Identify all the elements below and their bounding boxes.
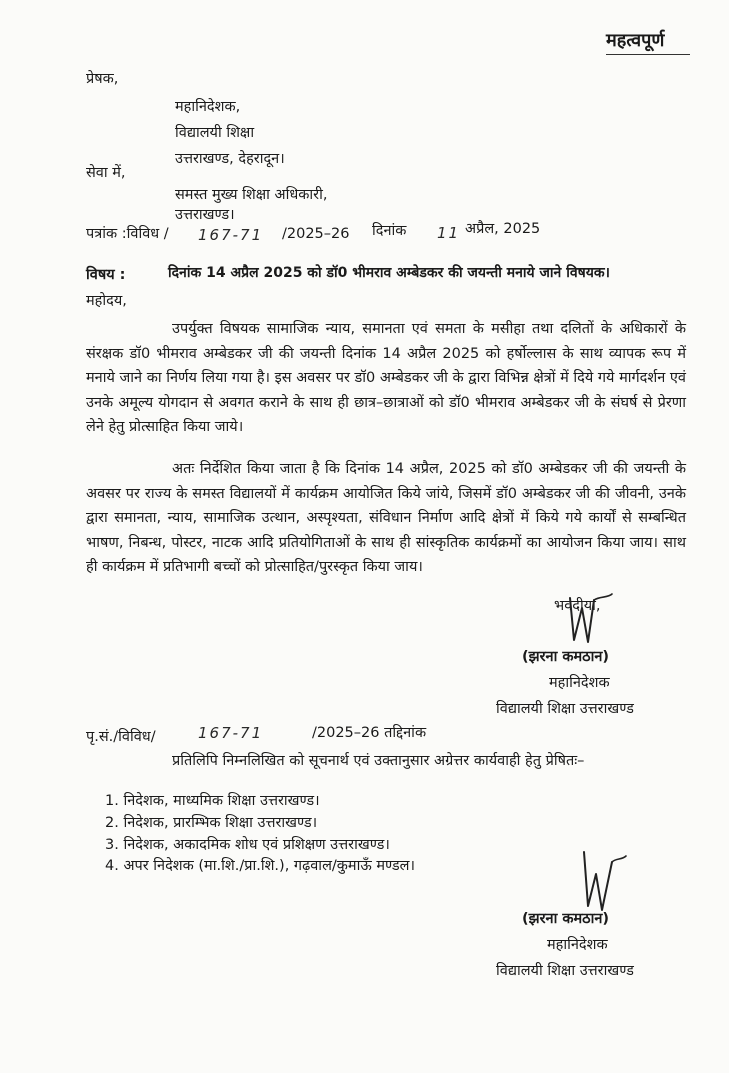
signatory-1-name: (झरना कमठान) — [522, 649, 610, 665]
signatory-1-designation: महानिदेशक — [549, 675, 610, 691]
sender-label: प्रेषक, — [86, 71, 119, 87]
closing: भवदीया, — [554, 598, 601, 614]
reference-year: /2025–26 — [282, 226, 350, 242]
signatory-1-office: विद्यालयी शिक्षा उत्तराखण्ड — [496, 701, 634, 717]
copy-reference-prefix: पृ.सं./विविध/ — [86, 729, 156, 745]
reference-month-year: अप्रैल, 2025 — [465, 221, 541, 237]
sender-line2: विद्यालयी शिक्षा — [175, 125, 255, 141]
paragraph-2: अतः निर्देशित किया जाता है कि दिनांक 14 अप्रैल, 2025 को डॉ0 अम्बेडकर जी की जयन्ती के अवसर पर राज्य के समस्त विद्यालयों में कार्यक्रम आयोजित किये जांये, जिसमें डॉ0 अम्बेडकर जी की जीवनी, उनके द्वारा समानता, न्याय, सामाजिक उत्थान, अस्पृश्यता, संविधान निर्माण आदि क्षेत्रों में किये गये कार्यों से सम्बन्धित भाषण, निबन्ध, पोस्टर, नाटक आदि प्रतियोगिताओं के साथ ही सांस्कृतिक कार्यक्रमों का आयोजन किया जाय। साथ ही कार्यक्रम में प्रतिभागी बच्चों को प्रोत्साहित/पुरस्कृत किया जाय। — [86, 461, 686, 575]
copy-list-item: 3. निदेशक, अकादमिक शोध एवं प्रशिक्षण उत्तराखण्ड। — [105, 837, 390, 853]
reference-day: 11 — [437, 224, 461, 242]
sender-line3: उत्तराखण्ड, देहरादून। — [175, 151, 285, 167]
subject-text: दिनांक 14 अप्रैल 2025 को डॉ0 भीमराव अम्बेडकर की जयन्ती मनाये जाने विषयक। — [168, 265, 610, 281]
copy-reference-number: 167-71 — [198, 724, 264, 742]
copy-list-item: 1. निदेशक, माध्यमिक शिक्षा उत्तराखण्ड। — [105, 793, 320, 809]
recipient-line1: समस्त मुख्य शिक्षा अधिकारी, — [175, 187, 328, 203]
importance-stamp: महत्वपूर्ण — [606, 30, 665, 51]
stamp-underline — [606, 54, 690, 55]
signature-2 — [572, 848, 632, 918]
signatory-2-name: (झरना कमठान) — [522, 911, 610, 927]
signatory-2-designation: महानिदेशक — [547, 937, 608, 953]
copy-list-item: 2. निदेशक, प्रारम्भिक शिक्षा उत्तराखण्ड। — [105, 815, 318, 831]
copy-list-item: 4. अपर निदेशक (मा.शि./प्रा.शि.), गढ़वाल/कुमाऊँ मण्डल। — [105, 858, 415, 874]
reference-number: 167-71 — [198, 226, 264, 244]
copy-reference-suffix: /2025–26 तद्दिनांक — [312, 725, 427, 741]
sender-line1: महानिदेशक, — [175, 99, 241, 115]
recipient-label: सेवा में, — [86, 165, 126, 181]
salutation: महोदय, — [86, 293, 127, 309]
copy-intro: प्रतिलिपि निम्नलिखित को सूचनार्थ एवं उक्तानुसार अग्रेत्तर कार्यवाही हेतु प्रेषितः– — [172, 753, 585, 769]
reference-date-label: दिनांक — [372, 223, 407, 239]
recipient-line2: उत्तराखण्ड। — [175, 207, 235, 223]
reference-prefix: पत्रांक :विविध / — [86, 226, 169, 242]
signatory-2-office: विद्यालयी शिक्षा उत्तराखण्ड — [496, 963, 634, 979]
signature-1 — [560, 590, 630, 652]
subject-label: विषय : — [86, 267, 126, 283]
paragraph-1: उपर्युक्त विषयक सामाजिक न्याय, समानता एवं समता के मसीहा तथा दलितों के अधिकारों के संरक्षक डॉ0 भीमराव अम्बेडकर जी की जयन्ती दिनांक 14 अप्रैल 2025 को हर्षोल्लास के साथ व्यापक रूप में मनाये जाने का निर्णय लिया गया है। इस अवसर पर डॉ0 अम्बेडकर जी के द्वारा विभिन्न क्षेत्रों में दिये गये मार्गदर्शन एवं उनके अमूल्य योगदान से अवगत कराने के साथ ही छात्र–छात्राओं को डॉ0 भीमराव अम्बेडकर जी के संघर्ष से प्रेरणा लेने हेतु प्रोत्साहित किया जाये। — [86, 321, 686, 435]
